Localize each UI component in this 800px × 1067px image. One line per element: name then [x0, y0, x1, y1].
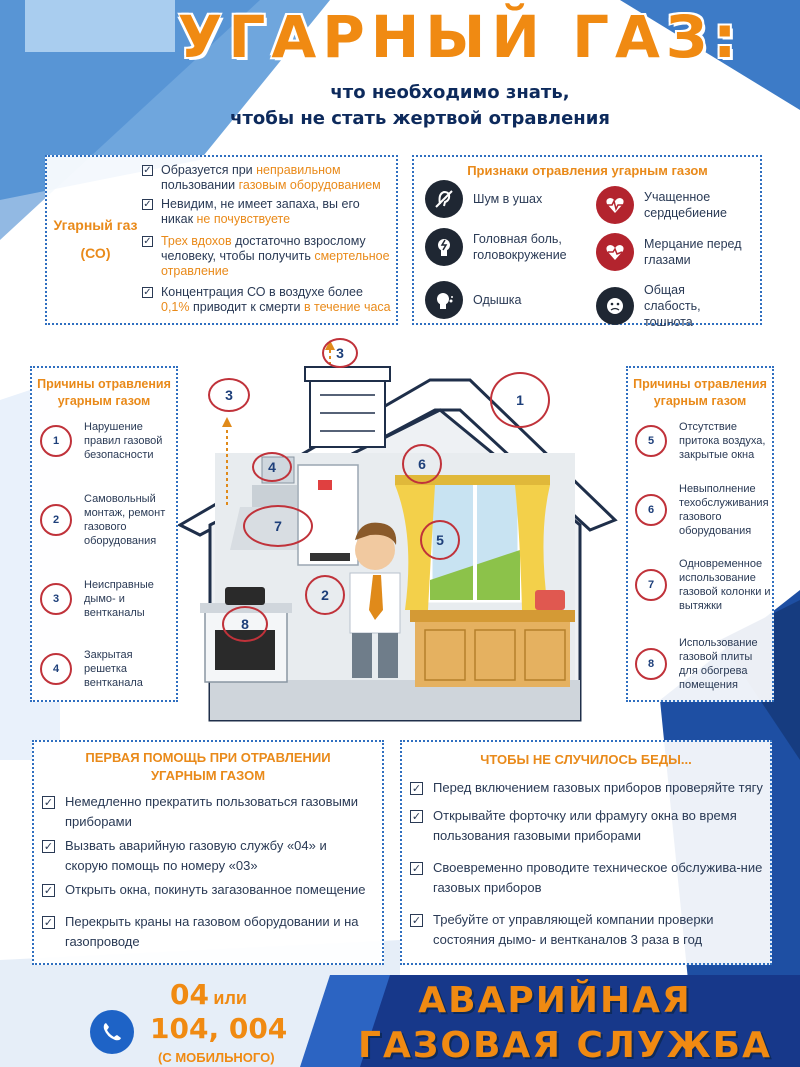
symptom-item: Одышка	[425, 281, 585, 319]
checkbox-icon: ✓	[43, 885, 54, 897]
emergency-service-line-1: АВАРИЙНАЯ	[418, 980, 692, 1021]
prevention-item: ✓ Перед включением газовых приборов проверяйте тягу	[411, 780, 763, 795]
co-label-line-1: Угарный газ	[53, 217, 138, 233]
checkbox-icon: ✓	[411, 783, 422, 795]
emergency-service-line-2: ГАЗОВАЯ СЛУЖБА	[358, 1025, 772, 1066]
cause-text: Закрытая решетка вентканала	[84, 649, 143, 689]
cause-text: Самовольный монтаж, ремонт газового оборудования	[84, 493, 166, 547]
co-fact-3	[142, 285, 392, 315]
cause-number: 5	[635, 425, 667, 457]
house-marker-6: 6	[402, 444, 442, 484]
phone-number-104-004: 104, 004	[150, 1012, 288, 1045]
co-fact-text: Трех вдохов достаточно взрослому человеку, чтобы получить смертельное отравление	[161, 234, 390, 278]
causes-left-title-line-2: угарным газом	[57, 394, 151, 408]
co-fact-2	[142, 234, 392, 279]
symptom-item: Шум в ушах	[425, 180, 585, 218]
symptom-item: Мерцание перед глазами	[596, 233, 756, 271]
house-marker-2: 2	[305, 575, 345, 615]
symptoms-title: Признаки отравления угарным газом	[467, 163, 708, 178]
cause-item	[40, 648, 175, 690]
subtitle-line-1: что необходимо знать,	[330, 82, 570, 103]
cause-item	[40, 420, 175, 462]
symptom-item: Головная боль, головокружение	[425, 228, 585, 266]
heartbeat-icon	[596, 186, 634, 224]
phone-or: или	[213, 988, 247, 1008]
cause-item	[40, 492, 175, 548]
cause-item	[635, 420, 773, 462]
mobile-note: (С МОБИЛЬНОГО)	[158, 1050, 275, 1065]
ear-icon	[425, 180, 463, 218]
phone-number-04: 04	[170, 978, 209, 1011]
phone-icon	[90, 1010, 134, 1054]
house-marker-1: 1	[490, 372, 550, 428]
symptom-item: Общая слабость, тошнота	[596, 282, 756, 330]
prevention-title: ЧТОБЫ НЕ СЛУЧИЛОСЬ БЕДЫ...	[480, 752, 692, 767]
cause-text: Невыполнение техобслуживания газового оборудования	[679, 483, 769, 537]
first-aid-title-line-1: ПЕРВАЯ ПОМОЩЬ ПРИ ОТРАВЛЕНИИ	[85, 750, 331, 765]
poster-title: УГАРНЫЙ ГАЗ:	[177, 3, 743, 71]
cause-number: 3	[40, 583, 72, 615]
headache-icon	[425, 228, 463, 266]
causes-right-title-line-2: угарным газом	[653, 394, 747, 408]
house-marker-3-chimney: 3	[322, 338, 358, 368]
checkbox-icon: ✓	[43, 797, 54, 809]
cause-text: Одновременное использование газовой колонки и вытяжки	[679, 558, 771, 612]
subtitle-line-2: чтобы не стать жертвой отравления	[230, 108, 610, 129]
checkbox-icon: ✓	[411, 915, 422, 927]
cause-item	[635, 557, 773, 613]
cause-text: Неисправные дымо- и вентканалы	[84, 579, 154, 619]
cause-item	[635, 482, 773, 538]
cause-text: Использование газовой плиты для обогрева помещения	[679, 637, 758, 691]
first-aid-item: ✓ Вызвать аварийную газовую службу «04» и скорую помощь по номеру «03»	[43, 838, 327, 873]
checkbox-icon: ✓	[43, 841, 54, 853]
house-marker-8: 8	[222, 606, 268, 642]
cause-number: 8	[635, 648, 667, 680]
causes-left-title-line-1: Причины отравления	[37, 377, 171, 391]
checkbox-icon: ✓	[43, 917, 54, 929]
causes-right-title-line-1: Причины отравления	[633, 377, 767, 391]
prevention-item: ✓ Открывайте форточку или фрамугу окна во время пользования газовыми приборами	[411, 808, 737, 843]
cause-number: 6	[635, 494, 667, 526]
cause-text: Нарушение правил газовой безопасности	[84, 421, 163, 461]
cause-number: 1	[40, 425, 72, 457]
checkbox-icon: ✓	[143, 287, 152, 298]
house-marker-4: 4	[252, 452, 292, 482]
breath-icon	[425, 281, 463, 319]
co-fact-text: Невидим, не имеет запаха, вы его никак не почувствуете	[161, 197, 360, 226]
heart-pulse-icon	[596, 233, 634, 271]
symptom-item: Учащенное сердцебиение	[596, 186, 756, 224]
cause-item	[635, 636, 773, 692]
checkbox-icon: ✓	[411, 863, 422, 875]
first-aid-item: ✓ Перекрыть краны на газовом оборудовании и на газопроводе	[43, 914, 359, 949]
cause-text: Отсутствие притока воздуха, закрытые окна	[679, 421, 766, 461]
house-marker-3-left: 3	[208, 378, 250, 412]
checkbox-icon: ✓	[143, 236, 152, 247]
house-marker-7: 7	[243, 505, 313, 547]
cause-item	[40, 578, 175, 620]
co-fact-1	[142, 197, 392, 227]
cause-number: 7	[635, 569, 667, 601]
prevention-item: ✓ Своевременно проводите техническое обслужива-ние газовых приборов	[411, 860, 763, 895]
house-marker-5: 5	[420, 520, 460, 560]
prevention-item: ✓ Требуйте от управляющей компании проверки состояния дымо- и вентканалов 3 раза в год	[411, 912, 714, 947]
checkbox-icon: ✓	[143, 165, 152, 176]
co-label-line-2: (СО)	[80, 245, 111, 261]
phone-line-1	[170, 978, 320, 1011]
first-aid-item: ✓ Немедленно прекратить пользоваться газовыми приборами	[43, 794, 359, 829]
weakness-icon	[596, 287, 634, 325]
co-fact-text: Образуется при неправильном пользовании газовым оборудованием	[161, 163, 381, 192]
co-fact-text: Концентрация СО в воздухе более 0,1% приводит к смерти в течение часа	[161, 285, 391, 314]
checkbox-icon: ✓	[411, 811, 422, 823]
first-aid-item: ✓ Открыть окна, покинуть загазованное помещение	[43, 882, 366, 897]
cause-number: 4	[40, 653, 72, 685]
co-fact-0	[142, 163, 392, 193]
checkbox-icon: ✓	[143, 199, 152, 210]
cause-number: 2	[40, 504, 72, 536]
first-aid-title-line-2: УГАРНЫМ ГАЗОМ	[150, 768, 266, 783]
